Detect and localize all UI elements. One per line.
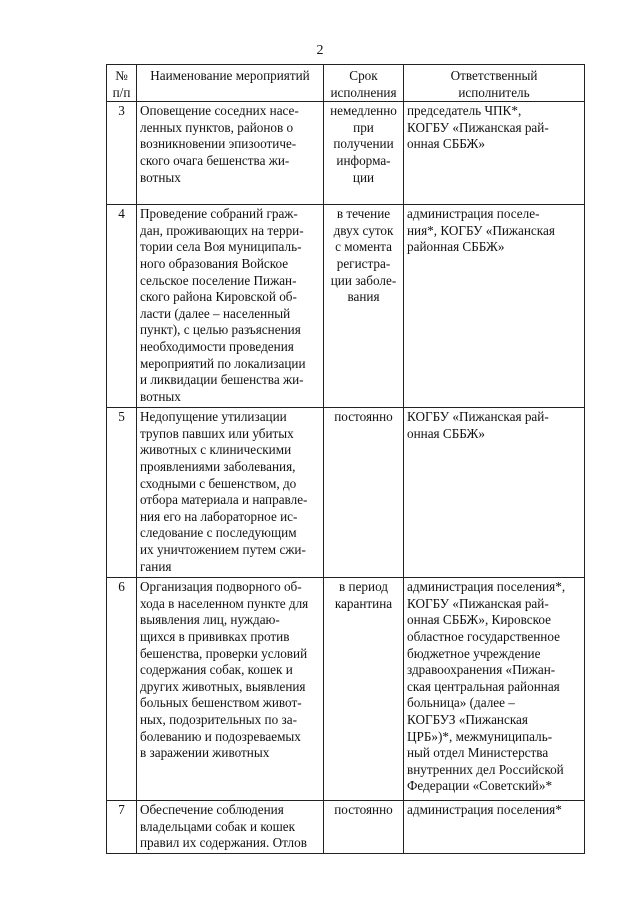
row-deadline: постоянно	[324, 801, 404, 854]
table-row	[107, 578, 585, 801]
table-row	[107, 102, 585, 205]
table-row	[107, 205, 585, 408]
row-number: 7	[107, 801, 137, 854]
row-deadline: в период карантина	[324, 578, 404, 801]
header-responsible: Ответственный исполнитель	[404, 65, 585, 102]
page-number: 2	[316, 43, 324, 58]
row-responsible: администрация поселения*	[404, 801, 585, 854]
row-number: 5	[107, 408, 137, 578]
row-responsible: администрация поселения*, КОГБУ «Пижанская рай- онная СББЖ», Кировское областное государственное бюджетное учреждение здравоохранения «Пижан- ская центральная районная больница» (далее – КОГБУЗ «Пижанская ЦРБ»)*, межмуниципаль- ный отдел Министерства внутренних дел Российской Федерации «Советский»*	[404, 578, 585, 801]
row-deadline: постоянно	[324, 408, 404, 578]
measures-table	[106, 64, 585, 854]
row-deadline: в течение двух суток с момента регистра- ции заболе- вания	[324, 205, 404, 408]
table-row	[107, 801, 585, 854]
row-number: 6	[107, 578, 137, 801]
row-responsible: администрация поселе- ния*, КОГБУ «Пижанская районная СББЖ»	[404, 205, 585, 408]
row-measure: Обеспечение соблюдения владельцами собак и кошек правил их содержания. Отлов	[137, 801, 324, 854]
row-number: 4	[107, 205, 137, 408]
row-deadline: немедленно при получении информа- ции	[324, 102, 404, 205]
table-header-row	[107, 65, 585, 102]
row-measure: Оповещение соседних насе- ленных пунктов, районов о возникновении эпизоотиче- ского очага бешенства жи- вотных	[137, 102, 324, 205]
row-number: 3	[107, 102, 137, 205]
row-responsible: КОГБУ «Пижанская рай- онная СББЖ»	[404, 408, 585, 578]
row-responsible: председатель ЧПК*, КОГБУ «Пижанская рай- онная СББЖ»	[404, 102, 585, 205]
header-num: № п/п	[107, 65, 137, 102]
row-measure: Организация подворного об- хода в населенном пункте для выявления лиц, нуждаю- щихся в прививках против бешенства, проверки условий содержания собак, кошек и других животных, выявления больных бешенством живот- ных, подозрительных по за- болеванию и подозреваемых в заражении животных	[137, 578, 324, 801]
header-name: Наименование мероприятий	[137, 65, 324, 102]
row-measure: Проведение собраний граж- дан, проживающих на терри- тории села Воя муниципаль- ного образования Войское сельское поселение Пижан- ского района Кировской об- ласти (далее – населенный пункт), с целью разъяснения необходимости проведения мероприятий по локализации и ликвидации бешенства жи- вотных	[137, 205, 324, 408]
header-deadline: Срок исполнения	[324, 65, 404, 102]
table-row	[107, 408, 585, 578]
row-measure: Недопущение утилизации трупов павших или убитых животных с клиническими проявлениями заболевания, сходными с бешенством, до отбора материала и направле- ния его на лабораторное ис- следование с последующим их уничтожением путем сжи- гания	[137, 408, 324, 578]
